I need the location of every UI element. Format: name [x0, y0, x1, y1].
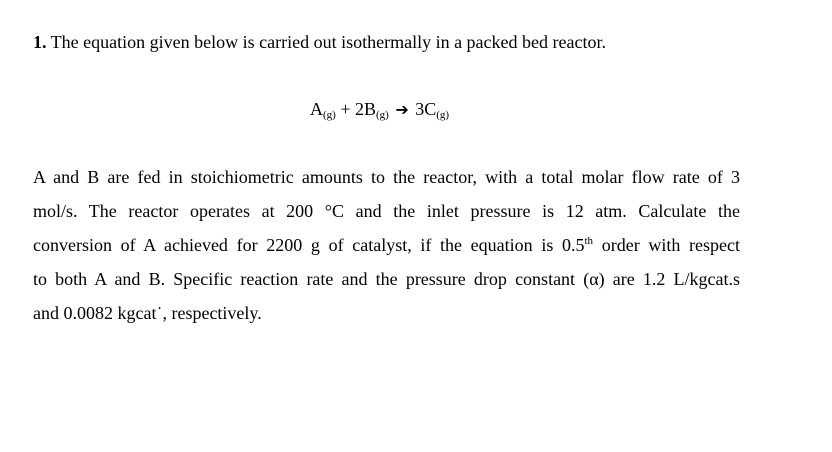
- product-c-phase: (g): [436, 109, 450, 121]
- reaction-arrow-icon: ➔: [395, 100, 409, 119]
- reactant-b-phase: (g): [376, 109, 389, 121]
- body-line-2: mol/s. The reactor operates at 200 °C and the inlet pressure is 12 atm. Calculate the: [33, 201, 740, 221]
- reactant-a: A: [310, 99, 323, 119]
- order-superscript: th: [584, 235, 594, 247]
- reactant-a-phase: (g): [323, 109, 336, 121]
- product-c: 3C: [415, 99, 437, 119]
- body-line-3-end: order with respect: [593, 235, 740, 255]
- body-line-4: to both A and B. Specific reaction rate and the pressure drop constant (α) are 1.2 L/kgcat.s: [33, 269, 740, 289]
- question-title: [33, 31, 606, 53]
- question-number: 1.: [33, 32, 47, 52]
- question-title-text: The equation given below is carried out isothermally in a packed bed reactor.: [46, 32, 606, 52]
- reactant-b: + 2B: [335, 99, 376, 119]
- body-line-1: A and B are fed in stoichiometric amounts to the reactor, with a total molar flow rate of 3: [33, 167, 740, 187]
- body-line-3: [33, 234, 740, 256]
- body-line-3-text: conversion of A achieved for 2200 g of catalyst, if the equation is 0.5: [33, 235, 585, 255]
- body-line-5: and 0.0082 kgcat˙, respectively.: [33, 303, 262, 323]
- chemical-equation: [310, 98, 449, 121]
